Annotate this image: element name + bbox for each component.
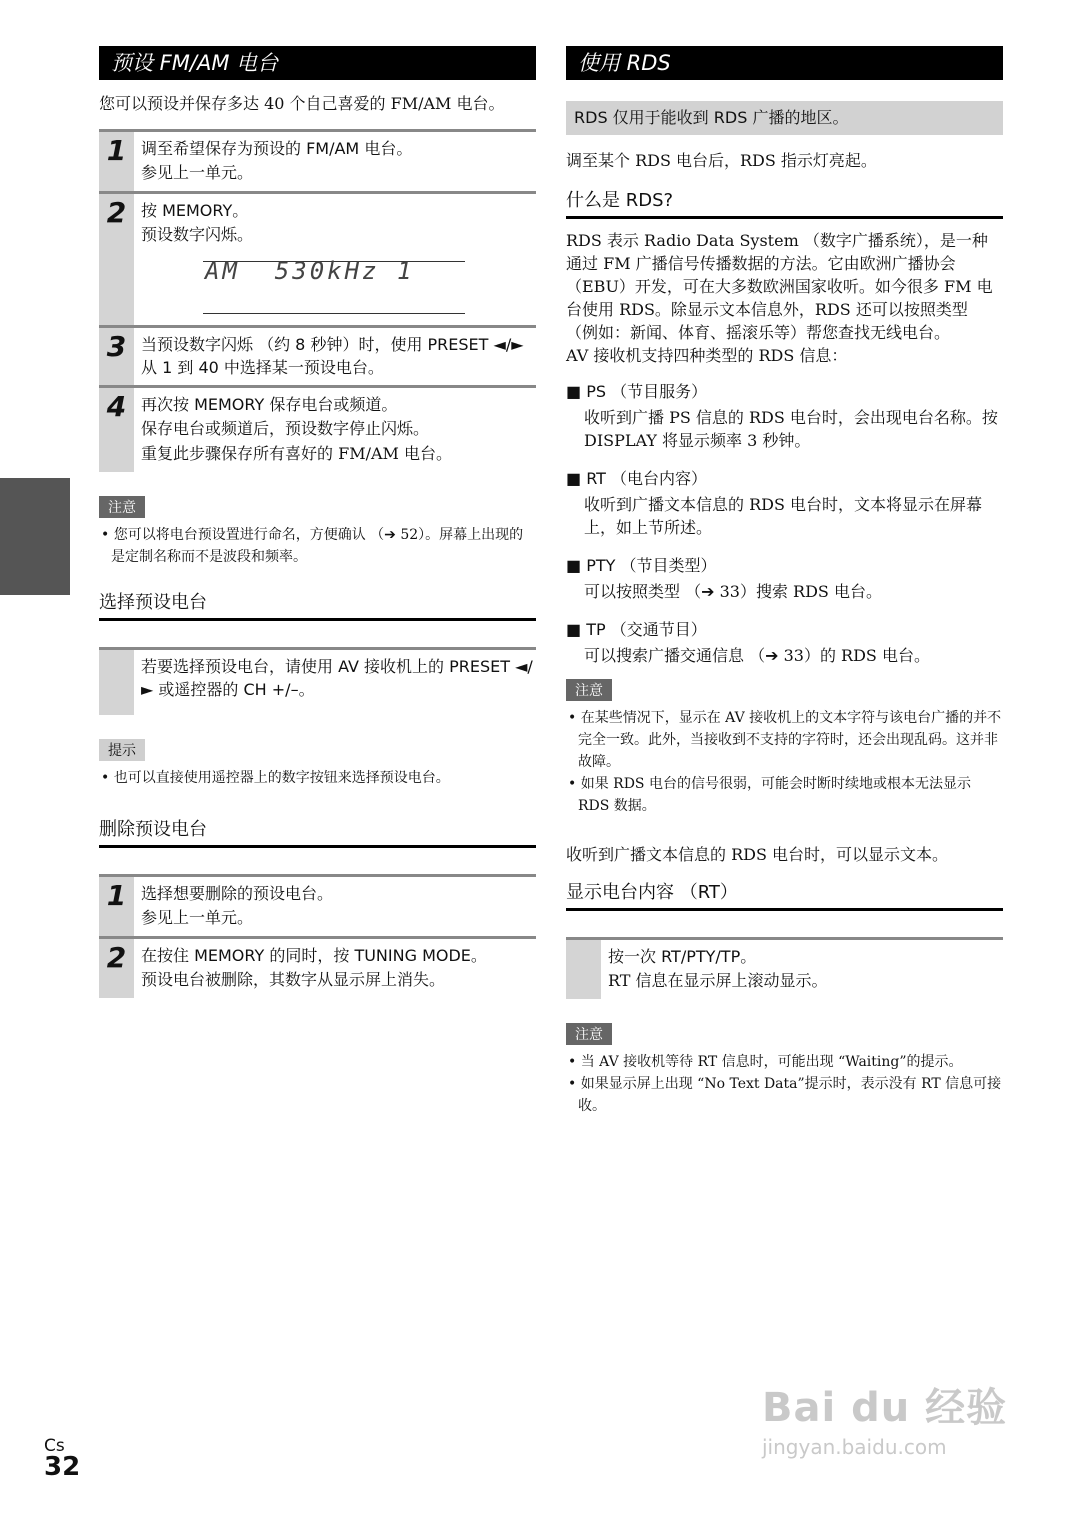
step-main: 再次按 MEMORY 保存电台或频道。: [141, 395, 398, 414]
preset-step-4: [99, 385, 536, 472]
step-main: 按 MEMORY。: [141, 201, 249, 220]
step-number: 2: [99, 194, 134, 325]
delete-step-2: [99, 936, 536, 998]
select-preset-heading: 选择预设电台: [99, 588, 536, 621]
note-text: • 您可以将电台预设置进行命名，方便确认 （➔ 52）。屏幕上出现的是定制名称而不是波段和频率。: [101, 527, 524, 565]
step-number: 1: [99, 132, 134, 191]
tip-text: • 也可以直接使用遥控器上的数字按钮来选择预设电台。: [101, 770, 450, 786]
rds-type-head: ■ TP （交通节目）: [566, 620, 707, 639]
rds-type-body: 可以搜索广播交通信息 （➔ 33）的 RDS 电台。: [584, 646, 930, 665]
what-is-rds-heading: 什么是 RDS?: [566, 186, 1003, 219]
lcd-display: [141, 247, 536, 319]
step-number: 2: [99, 939, 134, 998]
step-sub: 保存电台或频道后，预设数字停止闪烁。: [141, 419, 430, 438]
page-number: 32: [44, 1452, 81, 1482]
lcd-readout: AM 530kHz 1: [205, 257, 415, 285]
rds-region-band: RDS 仅用于能收到 RDS 广播的地区。: [566, 101, 1003, 135]
right-column: [566, 46, 1003, 1117]
section-title-preset: 预设 FM/AM 电台: [99, 46, 536, 80]
step-number: 4: [99, 388, 134, 472]
left-column: [99, 46, 536, 998]
preset-step-3: [99, 325, 536, 385]
note2-text-2: • 如果显示屏上出现 “No Text Data”提示时，表示没有 RT 信息可接收。: [568, 1076, 1002, 1114]
note-label: 注意: [99, 496, 145, 518]
preset-step-1: [99, 129, 536, 191]
language-code: Cs: [44, 1436, 65, 1456]
step-number: 1: [99, 877, 134, 936]
rds-type-body: 收听到广播 PS 信息的 RDS 电台时，会出现电台名称。按 DISPLAY 将显示频率 3 秒钟。: [584, 408, 998, 450]
step-marker: [99, 650, 134, 715]
rds-type-ps: [566, 379, 1003, 452]
note-label-2: 注意: [566, 1023, 612, 1045]
rds-type-tp: [566, 617, 1003, 667]
note-label: 注意: [566, 679, 612, 701]
step-main: 若要选择预设电台，请使用 AV 接收机上的 PRESET ◄/► 或遥控器的 CH +/–。: [141, 657, 533, 699]
step-sub: 参见上一单元。: [141, 908, 254, 927]
watermark-logo-text: Bai du 经验: [762, 1385, 1008, 1431]
what-is-rds-body: RDS 表示 Radio Data System （数字广播系统），是一种通过 FM 广播信号传播数据的方法。它由欧洲广播协会 （EBU）开发，可在大多数欧洲国家收听。如今很多 FM 电台使用 RDS。除显示文本信息外，RDS 还可以按照类型 （例如：新闻、体育、摇滚乐等）帮您查找无线电台。: [566, 231, 993, 342]
section-title-rds: 使用 RDS: [566, 46, 1003, 80]
step-main: 在按住 MEMORY 的同时，按 TUNING MODE。: [141, 946, 487, 965]
rds-type-body: 可以按照类型 （➔ 33）搜索 RDS 电台。: [584, 582, 882, 601]
chapter-side-tab: [0, 478, 70, 595]
step-sub: 预设电台被删除，其数字从显示屏上消失。: [141, 970, 446, 989]
rds-intro: 调至某个 RDS 电台后，RDS 指示灯亮起。: [566, 151, 877, 170]
step-main: 按一次 RT/PTY/TP。: [608, 947, 757, 966]
step-sub: 预设数字闪烁。: [141, 225, 254, 244]
rds-type-head: ■ PS （节目服务）: [566, 382, 708, 401]
rds-type-head: ■ PTY （节目类型）: [566, 556, 717, 575]
rt-heading: 显示电台内容 （RT）: [566, 878, 1003, 911]
baidu-watermark: [762, 1376, 1012, 1476]
step-sub-2: 重复此步骤保存所有喜好的 FM/AM 电台。: [141, 444, 452, 463]
step-main: 选择想要删除的预设电台。: [141, 884, 334, 903]
note2-text-1: • 当 AV 接收机等待 RT 信息时，可能出现 “Waiting”的提示。: [568, 1054, 963, 1070]
what-is-rds-body-2: AV 接收机支持四种类型的 RDS 信息：: [566, 346, 848, 365]
step-main: 调至希望保存为预设的 FM/AM 电台。: [141, 139, 413, 158]
rds-type-body: 收听到广播文本信息的 RDS 电台时，文本将显示在屏幕上，如上节所述。: [584, 495, 983, 537]
preset-intro: 您可以预设并保存多达 40 个自己喜爱的 FM/AM 电台。: [99, 94, 505, 113]
step-sub: 参见上一单元。: [141, 163, 254, 182]
step-number: 3: [99, 328, 134, 385]
rds-type-pty: [566, 553, 1003, 603]
note-text-1: • 在某些情况下，显示在 AV 接收机上的文本字符与该电台广播的并不完全一致。此外，当接收到不支持的字符时，还会出现乱码。这并非故障。: [568, 710, 1002, 770]
rt-intro: 收听到广播文本信息的 RDS 电台时，可以显示文本。: [566, 845, 949, 864]
watermark-url: jingyan.baidu.com: [762, 1435, 947, 1459]
step-sub: RT 信息在显示屏上滚动显示。: [608, 971, 828, 990]
delete-preset-heading: 删除预设电台: [99, 815, 536, 848]
rds-type-head: ■ RT （电台内容）: [566, 469, 708, 488]
step-main: 当预设数字闪烁 （约 8 秒钟）时，使用 PRESET ◄/► 从 1 到 40 中选择某一预设电台。: [141, 335, 524, 377]
note-text-2: • 如果 RDS 电台的信号很弱，可能会时断时续地或根本无法显示 RDS 数据。: [568, 776, 971, 814]
delete-step-1: [99, 874, 536, 936]
lcd-bottom-rule: [203, 313, 465, 314]
rds-type-rt: [566, 466, 1003, 539]
select-preset-step: [99, 647, 536, 715]
rt-step: [566, 937, 1003, 999]
tip-label: 提示: [99, 739, 145, 761]
preset-step-2: [99, 191, 536, 325]
step-marker: [566, 940, 601, 999]
page-footer: [44, 1436, 80, 1482]
